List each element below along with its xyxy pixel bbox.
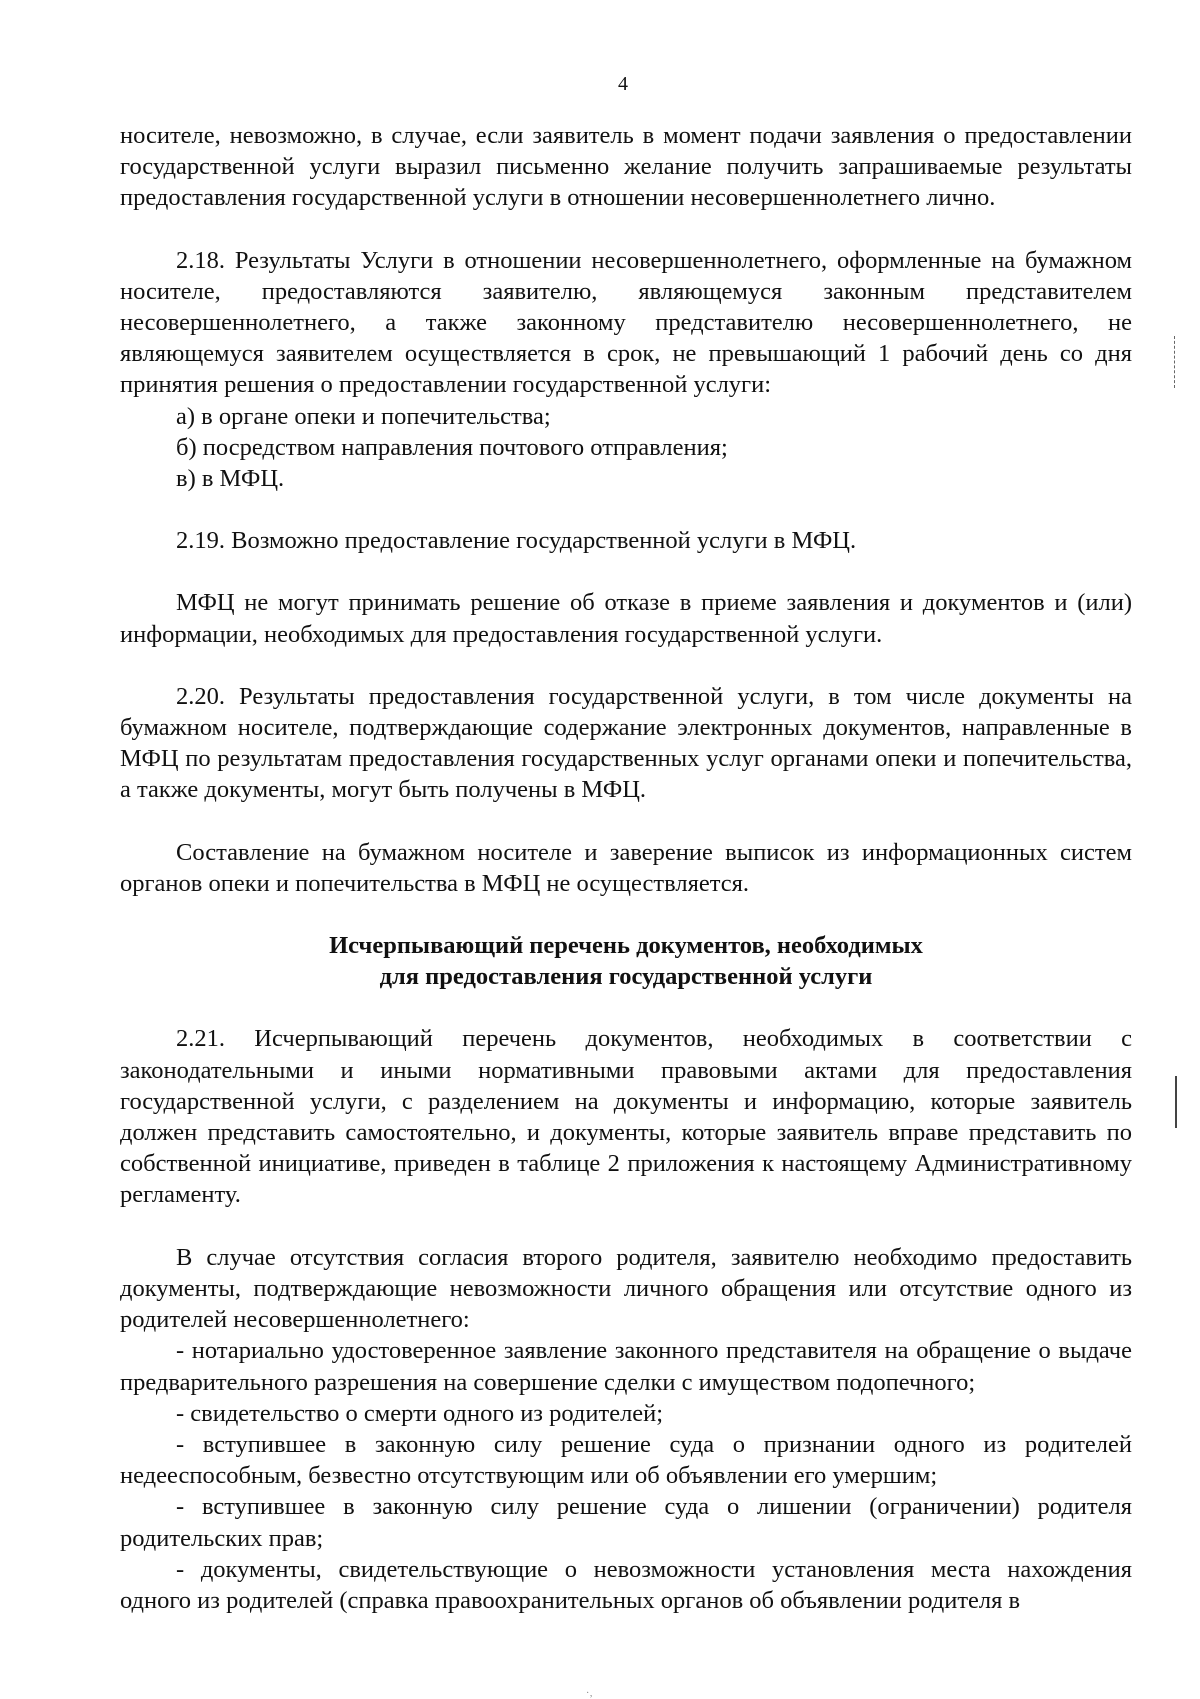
list-item: б) посредством направления почтового отправления; [176,433,728,461]
paragraph-2-20: 2.20. Результаты предоставления государственной услуги, в том числе документы на бумажном носителе, подтверждающие содержание электронных документов, направленные в МФЦ по результатам предоставления государственных услуг органами опеки и попечительства, а также документы, могут быть получены в МФЦ. [120,682,1132,804]
list-item: - свидетельство о смерти одного из родителей; [176,1399,664,1427]
paragraph-2-21: 2.21. Исчерпывающий перечень документов, необходимых в соответствии с законодательными и иными нормативными правовыми актами для предоставления государственной услуги, с разделением на документы и информацию, которые заявитель должен представить самостоятельно, и документы, которые заявитель вправе представить по собственной инициативе, приведен в таблице 2 приложения к настоящему Административному регламенту. [120,1025,1132,1209]
scan-margin-mark [1175,1076,1177,1128]
document-body [120,120,1132,1616]
paragraph-2-18: 2.18. Результаты Услуги в отношении несовершеннолетнего, оформленные на бумажном носителе, предоставляются заявителю, являющемуся законным представителем несовершеннолетнего, а также законному представителю несовершеннолетнего, не являющемуся заявителем осуществляется в срок, не превышающий 1 рабочий день со дня принятия решения о предоставлении государственной услуги: [120,246,1132,399]
paragraph-extracts: Составление на бумажном носителе и заверение выписок из информационных систем органов опеки и попечительства в МФЦ не осуществляется. [120,838,1132,897]
list-item: - документы, свидетельствующие о невозможности установления места нахождения одного из родителей (справка правоохранительных органов об объявлении родителя в [120,1555,1132,1614]
paragraph-2-19: 2.19. Возможно предоставление государственной услуги в МФЦ. [176,527,857,555]
list-item: - нотариально удостоверенное заявление законного представителя на обращение о выдаче предварительного разрешения на совершение сделки с имуществом подопечного; [120,1337,1132,1396]
section-heading [120,930,1132,992]
section-heading-line-2: для предоставления государственной услуги [379,963,873,991]
section-heading-line-1: Исчерпывающий перечень документов, необходимых [329,932,923,960]
page-number: 4 [618,73,628,95]
list-item: в) в МФЦ. [176,465,285,493]
list-item: а) в органе опеки и попечительства; [176,402,551,430]
list-item: - вступившее в законную силу решение суда о признании одного из родителей недееспособным, безвестно отсутствующим или об объявлении его умершим; [120,1430,1132,1490]
scan-artifact: ·‚ [586,1688,593,1699]
paragraph-second-parent: В случае отсутствия согласия второго родителя, заявителю необходимо предоставить документы, подтверждающие невозможности личного обращения или отсутствие одного из родителей несовершеннолетнего: [120,1243,1132,1334]
paragraph-mfc-refusal: МФЦ не могут принимать решение об отказе в приеме заявления и документов и (или) информации, необходимых для предоставления государственной услуги. [120,589,1132,648]
scan-margin-mark [1174,336,1176,388]
paragraph-continuation: носителе, невозможно, в случае, если заявитель в момент подачи заявления о предоставлении государственной услуги выразил письменно желание получить запрашиваемые результаты предоставления государственной услуги в отношении несовершеннолетнего лично. [120,122,1132,212]
list-item: - вступившее в законную силу решение суда о лишении (ограничении) родителя родительских прав; [120,1493,1132,1552]
